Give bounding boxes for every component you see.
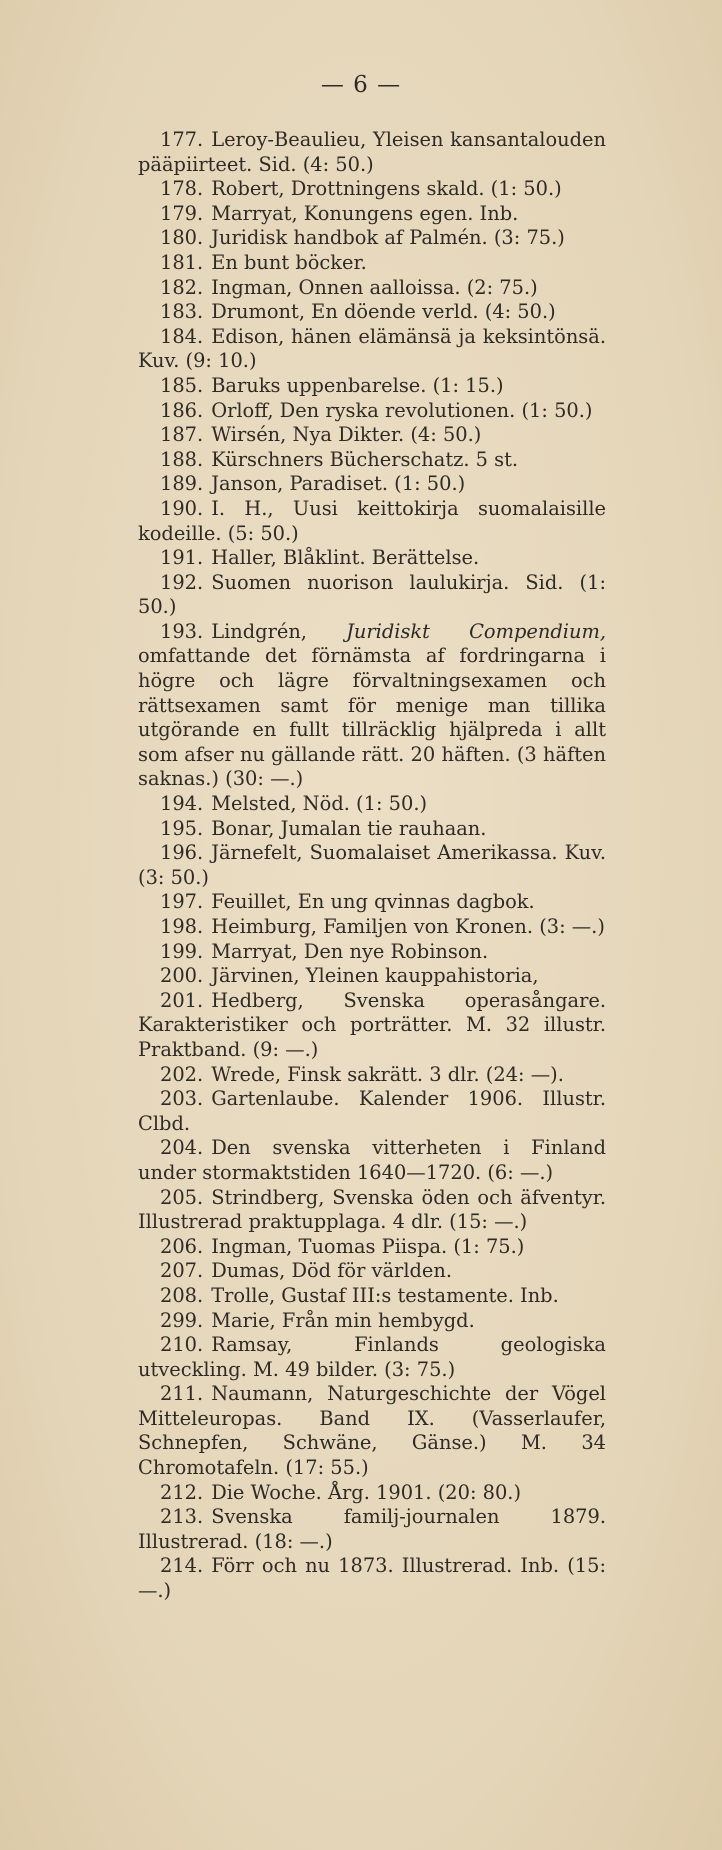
entry-text: Hedberg, Svenska operasångare. Karakteristiker och porträtter. M. 32 illustr. Praktband. (9: —.) bbox=[138, 988, 606, 1061]
catalog-entry bbox=[138, 226, 606, 251]
entry-text: En bunt böcker. bbox=[211, 250, 367, 274]
catalog-entry bbox=[138, 1259, 606, 1284]
entry-number: 182. bbox=[160, 275, 204, 299]
catalog-entry bbox=[138, 1309, 606, 1334]
entry-number: 199. bbox=[160, 939, 204, 963]
entry-number: 185. bbox=[160, 373, 204, 397]
entry-text: Trolle, Gustaf III:s testamente. Inb. bbox=[211, 1283, 559, 1307]
entry-number: 206. bbox=[160, 1234, 204, 1258]
entry-number: 203. bbox=[160, 1087, 204, 1111]
catalog-entry bbox=[138, 1087, 606, 1136]
catalog-entry bbox=[138, 251, 606, 276]
entry-number: 189. bbox=[160, 472, 204, 496]
entry-text: Marie, Från min hembygd. bbox=[211, 1308, 475, 1332]
entry-text: Ingman, Tuomas Piispa. (1: 75.) bbox=[211, 1234, 525, 1258]
catalog-entry bbox=[138, 128, 606, 177]
entry-number: 198. bbox=[160, 915, 204, 938]
entry-text: Robert, Drottningens skald. (1: 50.) bbox=[211, 177, 562, 201]
catalog-entry bbox=[138, 817, 606, 842]
catalog-entry bbox=[138, 202, 606, 227]
entry-text: Edison, hänen elämänsä ja keksintönsä. Kuv. (9: 10.) bbox=[138, 324, 606, 373]
entry-text: Leroy-Beaulieu, Yleisen kansantalouden pääpiirteet. Sid. (4: 50.) bbox=[138, 128, 606, 176]
entry-text: Marryat, Den nye Robinson. bbox=[211, 939, 489, 963]
entry-text: Melsted, Nöd. (1: 50.) bbox=[211, 792, 428, 816]
entry-text: Förr och nu 1873. Illustrerad. Inb. (15: —.) bbox=[138, 1554, 606, 1603]
entry-text: Lindgrén, bbox=[211, 619, 347, 643]
entry-text: Strindberg, Svenska öden och äfventyr. Illustrerad praktupplaga. 4 dlr. (15: —.) bbox=[138, 1185, 606, 1234]
catalog-entry bbox=[138, 1063, 606, 1088]
entry-number: 212. bbox=[160, 1480, 204, 1504]
entry-number: 194. bbox=[160, 792, 204, 816]
entry-number: 207. bbox=[160, 1259, 204, 1283]
catalog-entry bbox=[138, 841, 606, 890]
catalog-entry bbox=[138, 792, 606, 817]
entry-number: 214. bbox=[160, 1554, 204, 1578]
catalog-entry bbox=[138, 620, 606, 792]
entry-number: 200. bbox=[160, 964, 204, 988]
catalog-entry bbox=[138, 423, 606, 448]
entry-text: Heimburg, Familjen von Kronen. (3: —.) bbox=[211, 915, 605, 938]
catalog-entry bbox=[138, 1333, 606, 1382]
catalog-entry bbox=[138, 1505, 606, 1554]
catalog-entry bbox=[138, 964, 606, 989]
entry-number: 208. bbox=[160, 1283, 204, 1307]
entry-text: Orloff, Den ryska revolutionen. (1: 50.) bbox=[211, 398, 593, 422]
catalog-entry bbox=[138, 1186, 606, 1235]
entry-number: 202. bbox=[160, 1062, 204, 1086]
entry-text: Marryat, Konungens egen. Inb. bbox=[211, 201, 519, 225]
entry-number: 178. bbox=[160, 177, 204, 201]
catalog-entry bbox=[138, 472, 606, 497]
entry-text: omfattande det förnämsta af fordringarna i högre och lägre förvaltningsexamen och rättsexamen samt för menige man tillika utgörande en fullt tillräcklig hjälpreda i allt som afser nu gällande rätt. 20 häften. (3 häften saknas.) (30: —.) bbox=[138, 644, 606, 791]
catalog-entry bbox=[138, 177, 606, 202]
catalog-entry bbox=[138, 276, 606, 301]
catalog-entry bbox=[138, 497, 606, 546]
entry-text: Bonar, Jumalan tie rauhaan. bbox=[211, 816, 487, 840]
entry-text: Juridisk handbok af Palmén. (3: 75.) bbox=[211, 226, 565, 250]
entry-text: Drumont, En döende verld. (4: 50.) bbox=[211, 300, 556, 324]
entry-number: 191. bbox=[160, 546, 204, 570]
entry-text: Ramsay, Finlands geologiska utveckling. M. 49 bilder. (3: 75.) bbox=[138, 1333, 606, 1381]
entry-title-italic: Juridiskt Compendium, bbox=[346, 619, 607, 643]
entry-number: 213. bbox=[160, 1505, 204, 1529]
entry-text: Wirsén, Nya Dikter. (4: 50.) bbox=[211, 423, 482, 447]
catalog-entry bbox=[138, 940, 606, 965]
entry-number: 181. bbox=[160, 250, 204, 274]
catalog-entry bbox=[138, 890, 606, 915]
entry-number: 205. bbox=[160, 1185, 204, 1209]
entry-text: Svenska familj-journalen 1879. Illustrerad. (18: —.) bbox=[138, 1505, 606, 1553]
catalog-entry bbox=[138, 325, 606, 374]
entry-number: 184. bbox=[160, 324, 204, 348]
entry-number: 196. bbox=[160, 841, 204, 865]
entry-text: Den svenska vitterheten i Finland under stormaktstiden 1640—1720. (6: —.) bbox=[138, 1136, 606, 1184]
entry-text: Järnefelt, Suomalaiset Amerikassa. Kuv. (3: 50.) bbox=[138, 841, 606, 889]
entry-number: 187. bbox=[160, 423, 204, 447]
entry-number: 193. bbox=[160, 619, 204, 643]
entry-text: Suomen nuorison laulukirja. Sid. (1: 50.) bbox=[138, 570, 606, 619]
entry-number: 192. bbox=[160, 570, 204, 594]
catalog-entry bbox=[138, 1136, 606, 1185]
catalog-entry bbox=[138, 1284, 606, 1309]
entry-text: Kürschners Bücherschatz. 5 st. bbox=[211, 447, 519, 471]
entry-text: Gartenlaube. Kalender 1906. Illustr. Clbd. bbox=[138, 1087, 606, 1135]
entry-number: 188. bbox=[160, 447, 204, 471]
catalog-list bbox=[138, 128, 606, 1604]
catalog-entry bbox=[138, 989, 606, 1063]
entry-number: 299. bbox=[160, 1308, 204, 1332]
catalog-entry bbox=[138, 915, 606, 940]
entry-text: Wrede, Finsk sakrätt. 3 dlr. (24: —). bbox=[211, 1062, 564, 1086]
catalog-entry bbox=[138, 1554, 606, 1603]
catalog-entry bbox=[138, 571, 606, 620]
entry-number: 201. bbox=[160, 988, 204, 1012]
entry-text: Janson, Paradiset. (1: 50.) bbox=[211, 472, 466, 496]
catalog-entry bbox=[138, 300, 606, 325]
entry-number: 186. bbox=[160, 398, 204, 422]
entry-text: Baruks uppenbarelse. (1: 15.) bbox=[211, 373, 504, 397]
entry-number: 183. bbox=[160, 300, 204, 324]
catalog-entry bbox=[138, 1382, 606, 1480]
catalog-entry bbox=[138, 1235, 606, 1260]
entry-number: 204. bbox=[160, 1136, 204, 1160]
entry-text: Naumann, Naturgeschichte der Vögel Mitteleuropas. Band IX. (Vasserlaufer, Schnepfen, Schwäne, Gänse.) M. 34 Chromotafeln. (17: 55.) bbox=[138, 1382, 606, 1480]
entry-number: 179. bbox=[160, 201, 204, 225]
entry-number: 211. bbox=[160, 1382, 204, 1406]
entry-text: Dumas, Död för världen. bbox=[211, 1259, 453, 1283]
entry-number: 180. bbox=[160, 226, 204, 250]
entry-number: 197. bbox=[160, 890, 204, 914]
entry-text: I. H., Uusi keittokirja suomalaisille kodeille. (5: 50.) bbox=[138, 496, 606, 545]
entry-text: Järvinen, Yleinen kauppahistoria, bbox=[211, 964, 539, 988]
entry-text: Ingman, Onnen aalloissa. (2: 75.) bbox=[211, 275, 538, 299]
page-number: — 6 — bbox=[320, 72, 402, 98]
catalog-entry bbox=[138, 448, 606, 473]
entry-text: Die Woche. Årg. 1901. (20: 80.) bbox=[211, 1480, 522, 1504]
catalog-entry bbox=[138, 399, 606, 424]
catalog-entry bbox=[138, 374, 606, 399]
entry-number: 190. bbox=[160, 496, 204, 520]
entry-number: 177. bbox=[160, 128, 204, 151]
entry-text: Feuillet, En ung qvinnas dagbok. bbox=[211, 890, 535, 914]
catalog-entry bbox=[138, 546, 606, 571]
entry-number: 195. bbox=[160, 816, 204, 840]
entry-number: 210. bbox=[160, 1333, 204, 1357]
entry-text: Haller, Blåklint. Berättelse. bbox=[211, 546, 480, 570]
catalog-entry bbox=[138, 1481, 606, 1506]
